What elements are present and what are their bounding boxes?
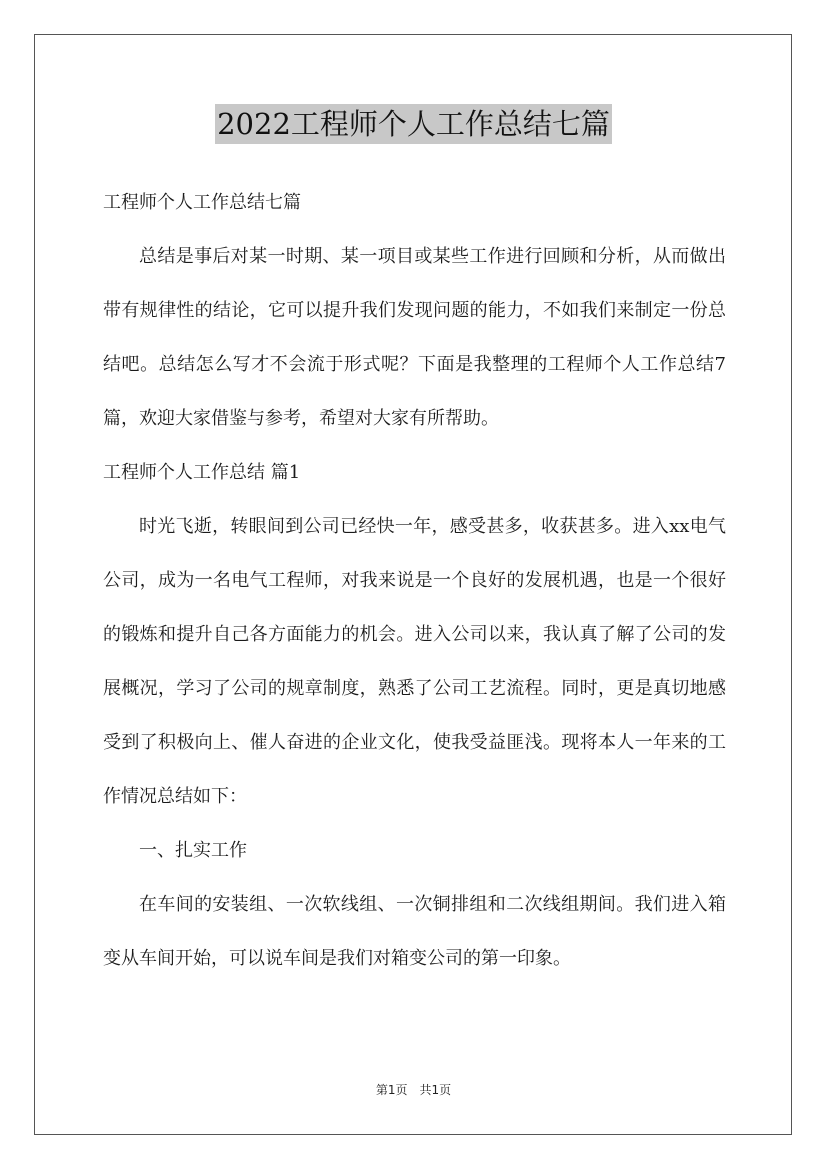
paragraph-doc-heading: 工程师个人工作总结七篇 xyxy=(103,192,301,213)
document-title: 2022工程师个人工作总结七篇 xyxy=(215,104,612,144)
paragraph-subheading: 一、扎实工作 xyxy=(139,840,247,861)
paragraph-body: 时光飞逝，转眼间到公司已经快一年，感受甚多，收获甚多。进入xx电气公司，成为一名电气工程师，对我来说是一个良好的发展机遇，也是一个很好的锻炼和提升自己各方面能力的机会。进入公司以来，我认真了解了公司的发展概况，学习了公司的规章制度，熟悉了公司工艺流程。同时，更是真切地感受到了积极向上、催人奋进的企业文化，使我受益匪浅。现将本人一年来的工作情况总结如下： xyxy=(103,516,726,807)
title-wrap xyxy=(0,104,827,144)
paragraph-body: 在车间的安装组、一次软线组、一次铜排组和二次线组期间。我们进入箱变从车间开始，可以说车间是我们对箱变公司的第一印象。 xyxy=(103,894,726,969)
paragraph-intro: 总结是事后对某一时期、某一项目或某些工作进行回顾和分析，从而做出带有规律性的结论，它可以提升我们发现问题的能力，不如我们来制定一份总结吧。总结怎么写才不会流于形式呢？下面是我整理的工程师个人工作总结7篇，欢迎大家借鉴与参考，希望对大家有所帮助。 xyxy=(103,246,726,429)
paragraph-section-heading: 工程师个人工作总结 篇1 xyxy=(103,462,301,483)
document-body xyxy=(103,176,726,986)
page-footer: 第1页 共1页 xyxy=(375,1083,452,1097)
